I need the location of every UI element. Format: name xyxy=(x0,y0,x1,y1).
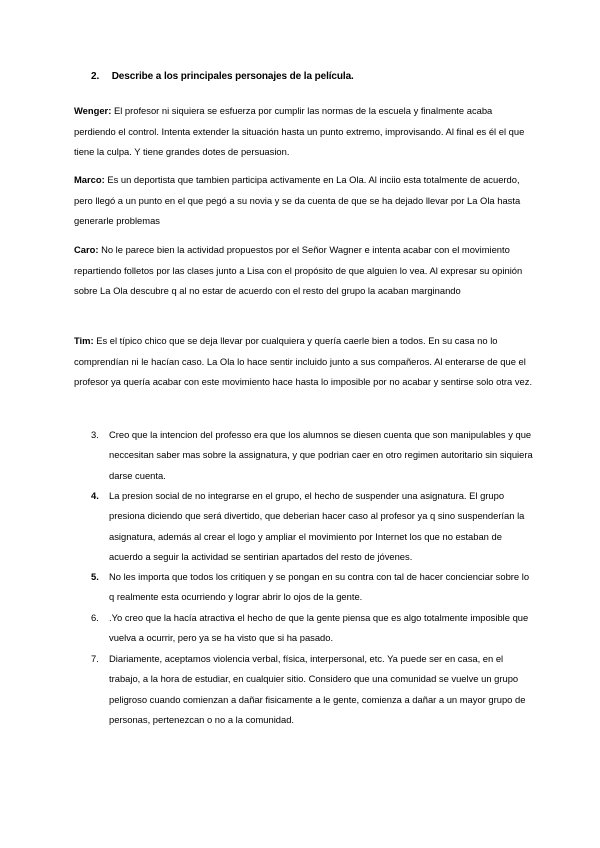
character-tim xyxy=(74,331,534,393)
answer-5 xyxy=(91,567,534,608)
character-description: Es el típico chico que se deja llevar por cualquiera y quería caerle bien a todos. En su casa no lo comprendían ni le hacían caso. La Ola lo hace sentir incluido junto a sus compañeros. Al enterarse de que el profesor ya quería acabar con este movimiento hace hasta lo imposible por no acabar y sentirse solo otra vez. xyxy=(74,335,533,387)
character-name: Marco: xyxy=(74,174,105,185)
answer-text: Creo que la intencion del professo era que los alumnos se diesen cuenta que son manipulables y que neccesitan saber mas sobre la assignatura, y que podrian caer en otro regimen autoritario sin siquiera darse cuenta. xyxy=(109,429,533,481)
answer-number: 5. xyxy=(91,571,99,582)
character-name: Wenger: xyxy=(74,105,112,116)
answer-text: La presion social de no integrarse en el grupo, el hecho de suspender una asignatura. El grupo presiona diciendo que será divertido, que deberian hacer caso al profesor ya q sino suspenderían la asignatura, además al crear el logo y ampliar el movimiento por Internet los que no estaban de acuerdo a seguir la actividad se sentirian apartados del resto de jóvenes. xyxy=(109,490,525,562)
question-number: 2. xyxy=(91,71,100,82)
character-name: Caro: xyxy=(74,244,99,255)
question-text: Describe a los principales personajes de la película. xyxy=(111,71,354,82)
character-description: El profesor ni siquiera se esfuerza por cumplir las normas de la escuela y finalmente acaba perdiendo el control. Intenta extender la situación hasta un punto extremo, improvisando. Al final es él el que tiene la culpa. Y tiene grandes dotes de persuasion. xyxy=(74,105,525,157)
character-description: Es un deportista que tambien participa activamente en La Ola. Al inciio esta totalmente de acuerdo, pero llegó a un punto en el que pegó a su novia y se da cuenta de que se ha dejado llevar por La Ola hasta generarle problemas xyxy=(74,174,521,226)
answer-number: 3. xyxy=(91,429,99,440)
answer-3 xyxy=(91,425,534,486)
answer-text: No les importa que todos los critiquen y se pongan en su contra con tal de hacer concienciar sobre lo q realmente esta ocurriendo y lograr abrir lo ojos de la gente. xyxy=(109,571,530,603)
answer-number: 4. xyxy=(91,490,99,501)
character-name: Tim: xyxy=(74,335,94,346)
answer-6 xyxy=(91,608,534,649)
character-wenger xyxy=(74,101,534,163)
question-2-heading xyxy=(91,71,354,82)
answer-4 xyxy=(91,486,534,567)
character-marco xyxy=(74,170,534,232)
answer-text: Diariamente, aceptamos violencia verbal, física, interpersonal, etc. Ya puede ser en casa, en el trabajo, a la hora de estudiar, en cualquier sitio. Considero que una comunidad se vuelve un grupo peligroso cuando comienzan a dañar fisicamente a le gente, comienza a dañar a un mayor grupo de personas, pertenezcan o no a la comunidad. xyxy=(109,653,526,725)
answer-number: 6. xyxy=(91,612,99,623)
answer-7 xyxy=(91,649,534,730)
character-caro xyxy=(74,240,534,302)
character-description: No le parece bien la actividad propuestos por el Señor Wagner e intenta acabar con el movimiento repartiendo folletos por las clases junto a Lisa con el propósito de que alguien lo vea. Al expresar su opinión sobre La Ola descubre q al no estar de acuerdo con el resto del grupo la acaban marginando xyxy=(74,244,523,296)
answer-text: .Yo creo que la hacía atractiva el hecho de que la gente piensa que es algo totalmente imposible que vuelva a ocurrir, pero ya se ha visto que si ha pasado. xyxy=(109,612,529,644)
answer-number: 7. xyxy=(91,653,99,664)
